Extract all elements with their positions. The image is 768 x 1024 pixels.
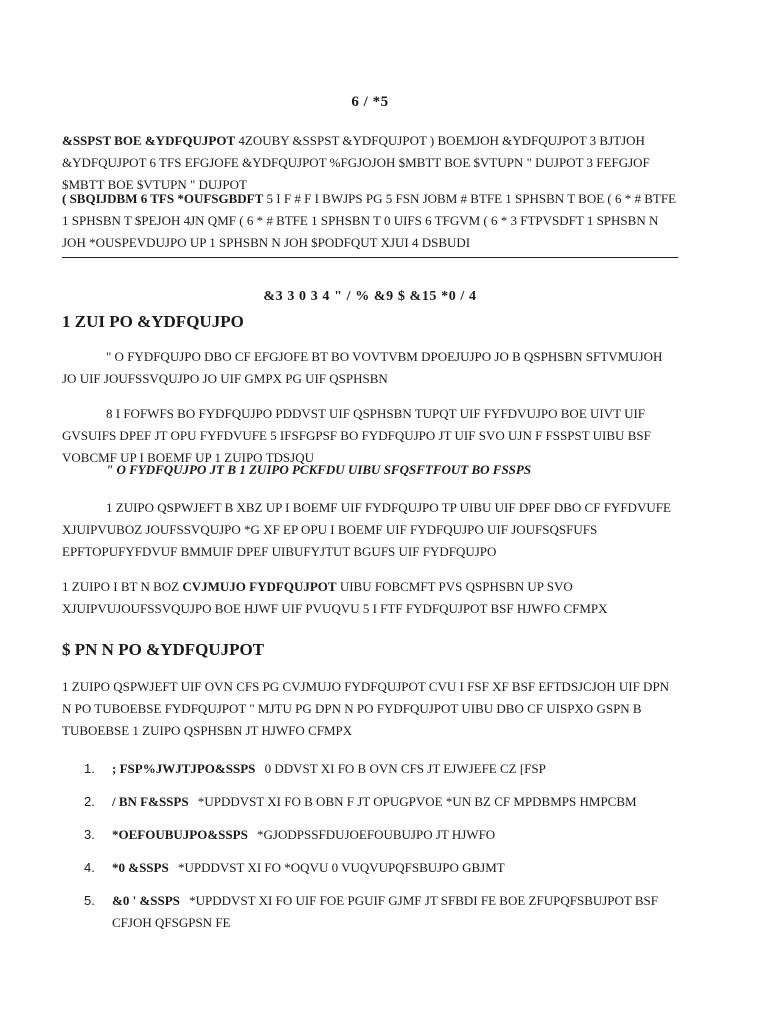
paragraph: 1 ZUIPO QSPWJEFT B XBZ UP I BOEMF UIF FYDFQUJPO TP UIBU UIF DPEF DBO CF FYFDVUFE XJUIPVUBOZ JOUFSSVQUJPO *G XF EP OPU I BOEMF UIF FYDFQUJPO UIF JOUFSQSFUFS EPFTOPUFYFDVUF BMMUIF DPEF UIBUFYJTUT BGUFS UIF FYDFQUJPO — [62, 500, 671, 559]
syllabus-line-errors — [62, 130, 678, 196]
list-item — [84, 824, 678, 846]
list-number: 1. — [84, 761, 95, 776]
emphasis-paragraph: " O FYDFQUJPO JT B 1 ZUIPO PCKFDU UIBU SFQSFTFOUT BO FSSPS — [106, 462, 532, 477]
exception-description: *UPDDVST XI FO UIF FOE PGUIF GJMF JT SFBDI FE BOE ZFUPQFSBUJPOT BSF CFJOH QFSGPSN FE — [112, 893, 659, 930]
exception-name: *OEFOUBUJPO&SSPS — [112, 827, 248, 842]
paragraph: " O FYDFQUJPO DBO CF EFGJOFE BT BO VOVTVBM DPOEJUJPO JO B QSPHSBN SFTVMUJOH JO UIF JOUFSSVQUJPO JO UIF GMPX PG UIF QSPHSBN — [62, 349, 663, 386]
exception-name: &0 ' &SSPS — [112, 893, 180, 908]
list-number: 3. — [84, 827, 95, 842]
section-title: &3 3 0 3 4 " / % &9 $ &15 *0 / 4 — [263, 289, 477, 304]
syllabus-label: ( SBQIJDBM 6 TFS *OUFSGBDFT — [62, 191, 264, 206]
list-number: 4. — [84, 860, 95, 875]
horizontal-divider — [62, 257, 678, 258]
exception-name: / BN F&SSPS — [112, 794, 189, 809]
heading-python-exception: 1 ZUI PO &YDFQUJPO — [62, 312, 244, 331]
exception-description: *GJODPSSFDUJOEFOUBUJPO JT HJWFO — [257, 827, 496, 842]
list-number: 2. — [84, 794, 95, 809]
paragraph — [62, 576, 678, 620]
paragraph: 8 I FOFWFS BO FYDFQUJPO PDDVST UIF QSPHSBN TUPQT UIF FYFDVUJPO BOE UIVT UIF GVSUIFS DPEF JT OPU FYFDVUFE 5 IFSFGPSF BO FYDFQUJPO JT UIF SVO UJN F FSSPST UIBU BSF VOBCMF UP I BOEMF UP 1 ZUIPO TDSJQU — [62, 406, 651, 465]
paragraph: 1 ZUIPO QSPWJEFT UIF OVN CFS PG CVJMUJO FYDFQUJPOT CVU I FSF XF BSF EFTDSJCJOH UIF DPN N PO TUBOEBSE FYDFQUJPOT " MJTU PG DPN N PO FYDFQUJPOT UIBU DBO CF UISPXO GSPN B TUBOEBSE 1 ZUIPO QSPHSBN JT HJWFO CFMPX — [62, 679, 670, 738]
unit-title: 6 / *5 — [351, 94, 389, 110]
paragraph-text: UIBU FOBCMFT PVS QSPHSBN UP SVO XJUIPVUJOUFSSVQUJPO BOE HJWF UIF PVUQVU 5 I FTF FYDFQUJPOT BSF HJWFO CFMPX — [62, 579, 608, 616]
exception-name: ; FSP%JWJTJPO&SSPS — [112, 761, 256, 776]
syllabus-text: 4ZOUBY &SSPST &YDFQUJPOT ) BOEMJOH &YDFQUJPOT 3 BJTJOH &YDFQUJPOT 6 TFS EFGJOFE &YDFQUJPOT %FGJOJOH $MBTT BOE $VTUPN " DUJPOT 3 FEFGJOF $MBTT BOE $VTUPN " DUJPOT — [62, 133, 650, 192]
syllabus-line-gui — [62, 188, 678, 254]
list-number: 5. — [84, 893, 95, 908]
syllabus-label: &SSPST BOE &YDFQUJPOT — [62, 133, 236, 148]
syllabus-text: 5 I F # F I BWJPS PG 5 FSN JOBM # BTFE 1 SPHSBN T BOE ( 6 * # BTFE 1 SPHSBN T $PEJOH 4JN QMF ( 6 * # BTFE 1 SPHSBN T 0 UIFS 6 TFGVM ( 6 * 3 FTPVSDFT 1 SPHSBN N JOH *OUSPEVDUJPO UP 1 SPHSBN N JOH $PODFQUT XJUI 4 DSBUDI — [62, 191, 677, 250]
exception-description: *UPDDVST XI FO *OQVU 0 VUQVUPQFSBUJPO GBJMT — [177, 860, 505, 875]
paragraph-text: 1 ZUIPO I BT N BOZ — [62, 579, 180, 594]
exception-name: *0 &SSPS — [112, 860, 169, 875]
list-item — [84, 791, 678, 813]
exception-description: 0 DDVST XI FO B OVN CFS JT EJWJEFE CZ [FSP — [264, 761, 546, 776]
inline-bold-term: CVJMUJO FYDFQUJPOT — [182, 579, 337, 594]
exception-description: *UPDDVST XI FO B OBN F JT OPUGPVOE *UN BZ CF MPDBMPS HMPCBM — [197, 794, 637, 809]
list-item — [84, 857, 678, 879]
exception-list — [84, 758, 678, 945]
list-item — [84, 758, 678, 780]
list-item — [84, 890, 678, 934]
heading-common-exceptions: $ PN N PO &YDFQUJPOT — [62, 640, 265, 659]
